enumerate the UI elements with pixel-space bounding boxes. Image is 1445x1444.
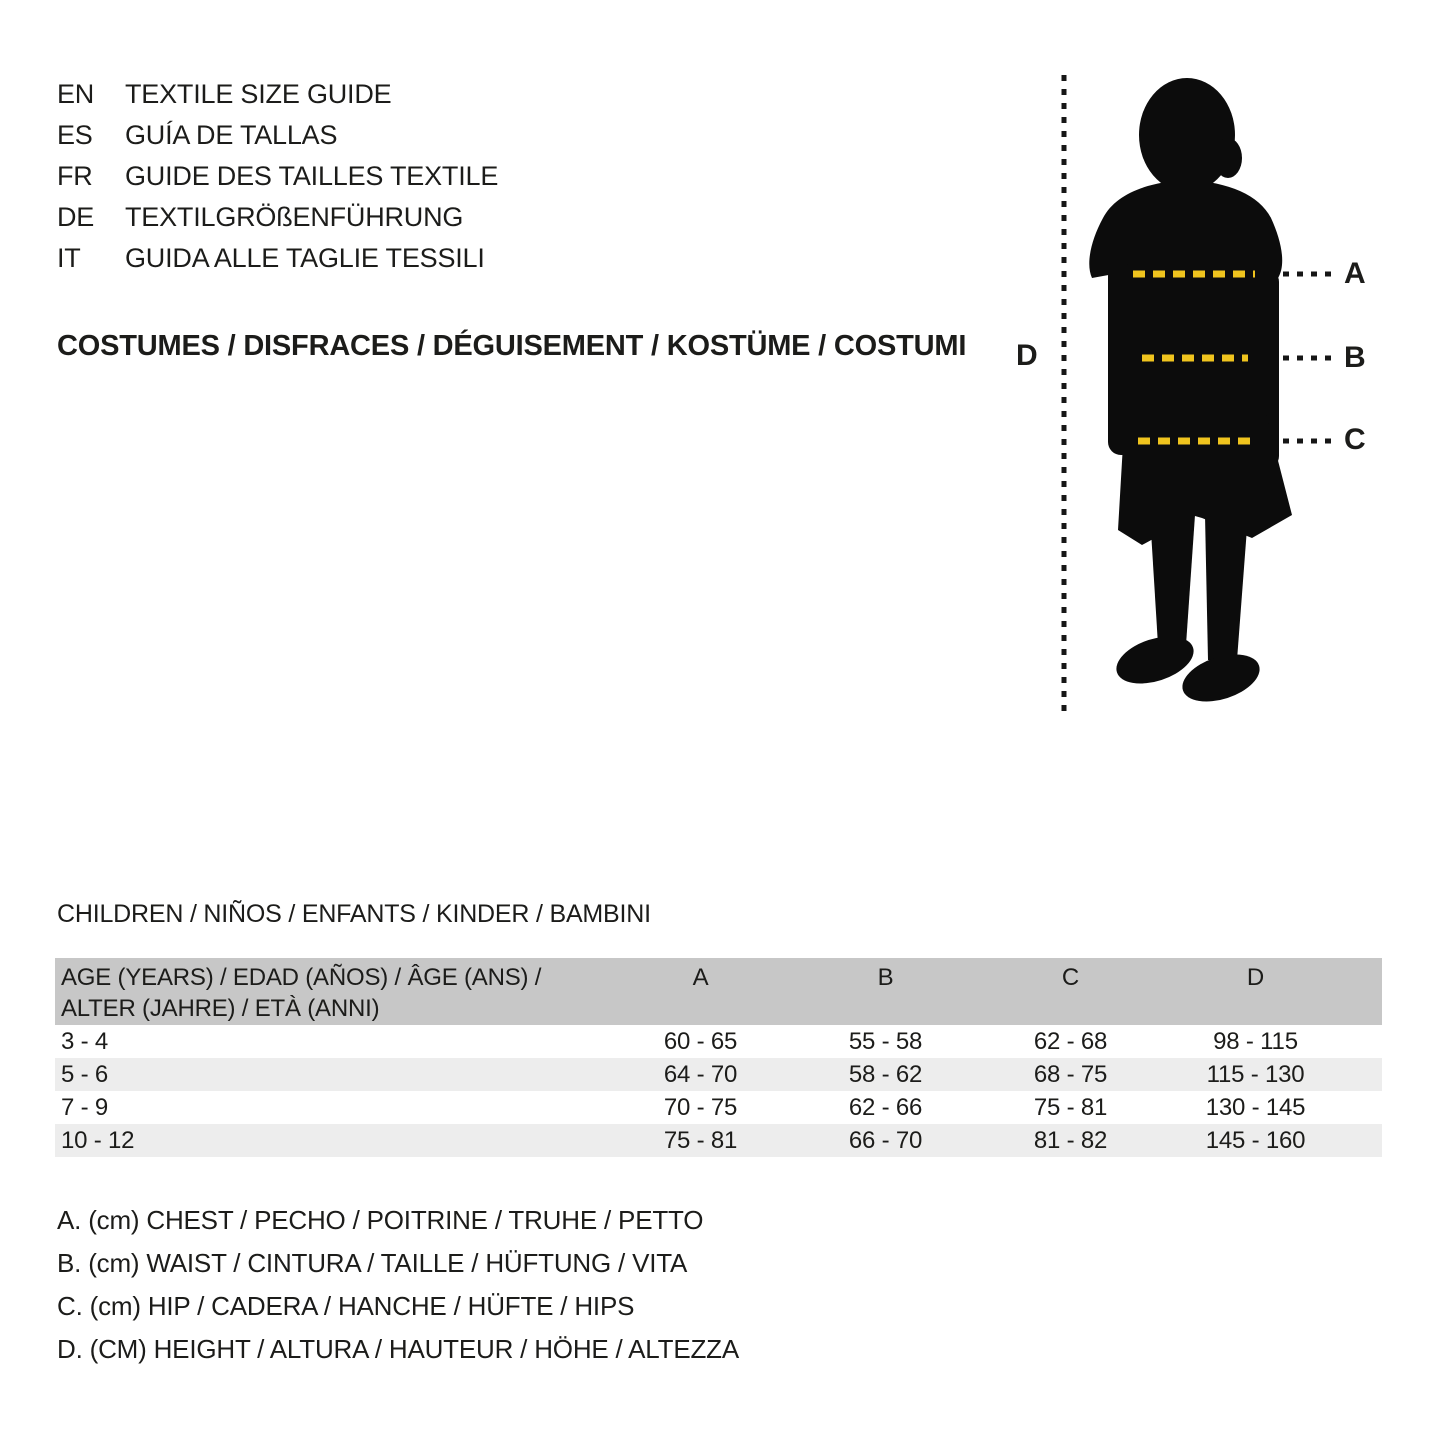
guide-title-de: TEXTILGRÖßENFÜHRUNG bbox=[125, 202, 464, 232]
waist-cell: 55 - 58 bbox=[848, 1028, 923, 1055]
hip-cell: 68 - 75 bbox=[1033, 1061, 1108, 1088]
language-code: IT bbox=[57, 243, 81, 273]
height-cell: 145 - 160 bbox=[1205, 1127, 1306, 1154]
age-cell: 7 - 9 bbox=[61, 1094, 109, 1121]
size-table-header bbox=[55, 958, 1382, 1025]
table-row bbox=[55, 1091, 1382, 1124]
chest-cell: 70 - 75 bbox=[663, 1094, 738, 1121]
guide-title-it: GUIDA ALLE TAGLIE TESSILI bbox=[125, 243, 485, 273]
language-row-en bbox=[57, 74, 498, 115]
column-header-c: C bbox=[1061, 964, 1080, 991]
hip-cell: 62 - 68 bbox=[1033, 1028, 1108, 1055]
legend-waist: B. (cm) WAIST / CINTURA / TAILLE / HÜFTUNG / VITA bbox=[57, 1248, 688, 1278]
table-row bbox=[55, 1058, 1382, 1091]
waist-cell: 58 - 62 bbox=[848, 1061, 923, 1088]
chest-cell: 60 - 65 bbox=[663, 1028, 738, 1055]
guide-title-en: TEXTILE SIZE GUIDE bbox=[125, 79, 392, 109]
child-silhouette bbox=[1089, 78, 1292, 710]
category-heading: COSTUMES / DISFRACES / DÉGUISEMENT / KOSTÜME / COSTUMI bbox=[57, 330, 967, 362]
measure-label-a: A bbox=[1344, 257, 1366, 290]
language-code: ES bbox=[57, 120, 93, 150]
height-cell: 115 - 130 bbox=[1206, 1061, 1305, 1088]
hip-cell: 75 - 81 bbox=[1033, 1094, 1108, 1121]
waist-cell: 66 - 70 bbox=[848, 1127, 923, 1154]
language-title-list bbox=[57, 74, 498, 279]
measure-label-d: D bbox=[1016, 339, 1038, 372]
column-header-d: D bbox=[1246, 964, 1265, 991]
language-row-fr bbox=[57, 156, 498, 197]
language-code: FR bbox=[57, 161, 93, 191]
measure-label-b: B bbox=[1344, 341, 1366, 374]
chest-cell: 64 - 70 bbox=[663, 1061, 738, 1088]
measure-label-c: C bbox=[1344, 423, 1366, 456]
age-cell: 10 - 12 bbox=[61, 1127, 135, 1154]
hip-cell: 81 - 82 bbox=[1033, 1127, 1108, 1154]
children-section-title: CHILDREN / NIÑOS / ENFANTS / KINDER / BAMBINI bbox=[57, 900, 651, 928]
height-cell: 98 - 115 bbox=[1213, 1028, 1298, 1055]
age-cell: 5 - 6 bbox=[61, 1061, 109, 1088]
language-code: EN bbox=[57, 79, 95, 109]
language-code: DE bbox=[57, 202, 95, 232]
age-header-cell bbox=[55, 958, 608, 1025]
legend-hip: C. (cm) HIP / CADERA / HANCHE / HÜFTE / HIPS bbox=[57, 1291, 635, 1321]
legend-chest: A. (cm) CHEST / PECHO / POITRINE / TRUHE / PETTO bbox=[57, 1205, 704, 1235]
chest-cell: 75 - 81 bbox=[663, 1127, 738, 1154]
column-header-a: A bbox=[692, 964, 709, 991]
language-row-de bbox=[57, 197, 498, 238]
language-row-it bbox=[57, 238, 498, 279]
guide-title-es: GUÍA DE TALLAS bbox=[125, 120, 338, 150]
guide-title-fr: GUIDE DES TAILLES TEXTILE bbox=[125, 161, 499, 191]
language-row-es bbox=[57, 115, 498, 156]
age-header-line1: AGE (YEARS) / EDAD (AÑOS) / ÂGE (ANS) / bbox=[61, 964, 542, 991]
height-cell: 130 - 145 bbox=[1205, 1094, 1306, 1121]
legend-height: D. (CM) HEIGHT / ALTURA / HAUTEUR / HÖHE / ALTEZZA bbox=[57, 1334, 739, 1364]
age-cell: 3 - 4 bbox=[61, 1028, 109, 1055]
column-header-b: B bbox=[877, 964, 894, 991]
measurement-figure bbox=[990, 60, 1445, 720]
children-size-table bbox=[55, 958, 1382, 1157]
age-header-line2: ALTER (JAHRE) / ETÀ (ANNI) bbox=[61, 995, 380, 1022]
table-row bbox=[55, 1124, 1382, 1157]
table-row bbox=[55, 1025, 1382, 1058]
waist-cell: 62 - 66 bbox=[848, 1094, 923, 1121]
measurement-legend bbox=[57, 1199, 739, 1371]
